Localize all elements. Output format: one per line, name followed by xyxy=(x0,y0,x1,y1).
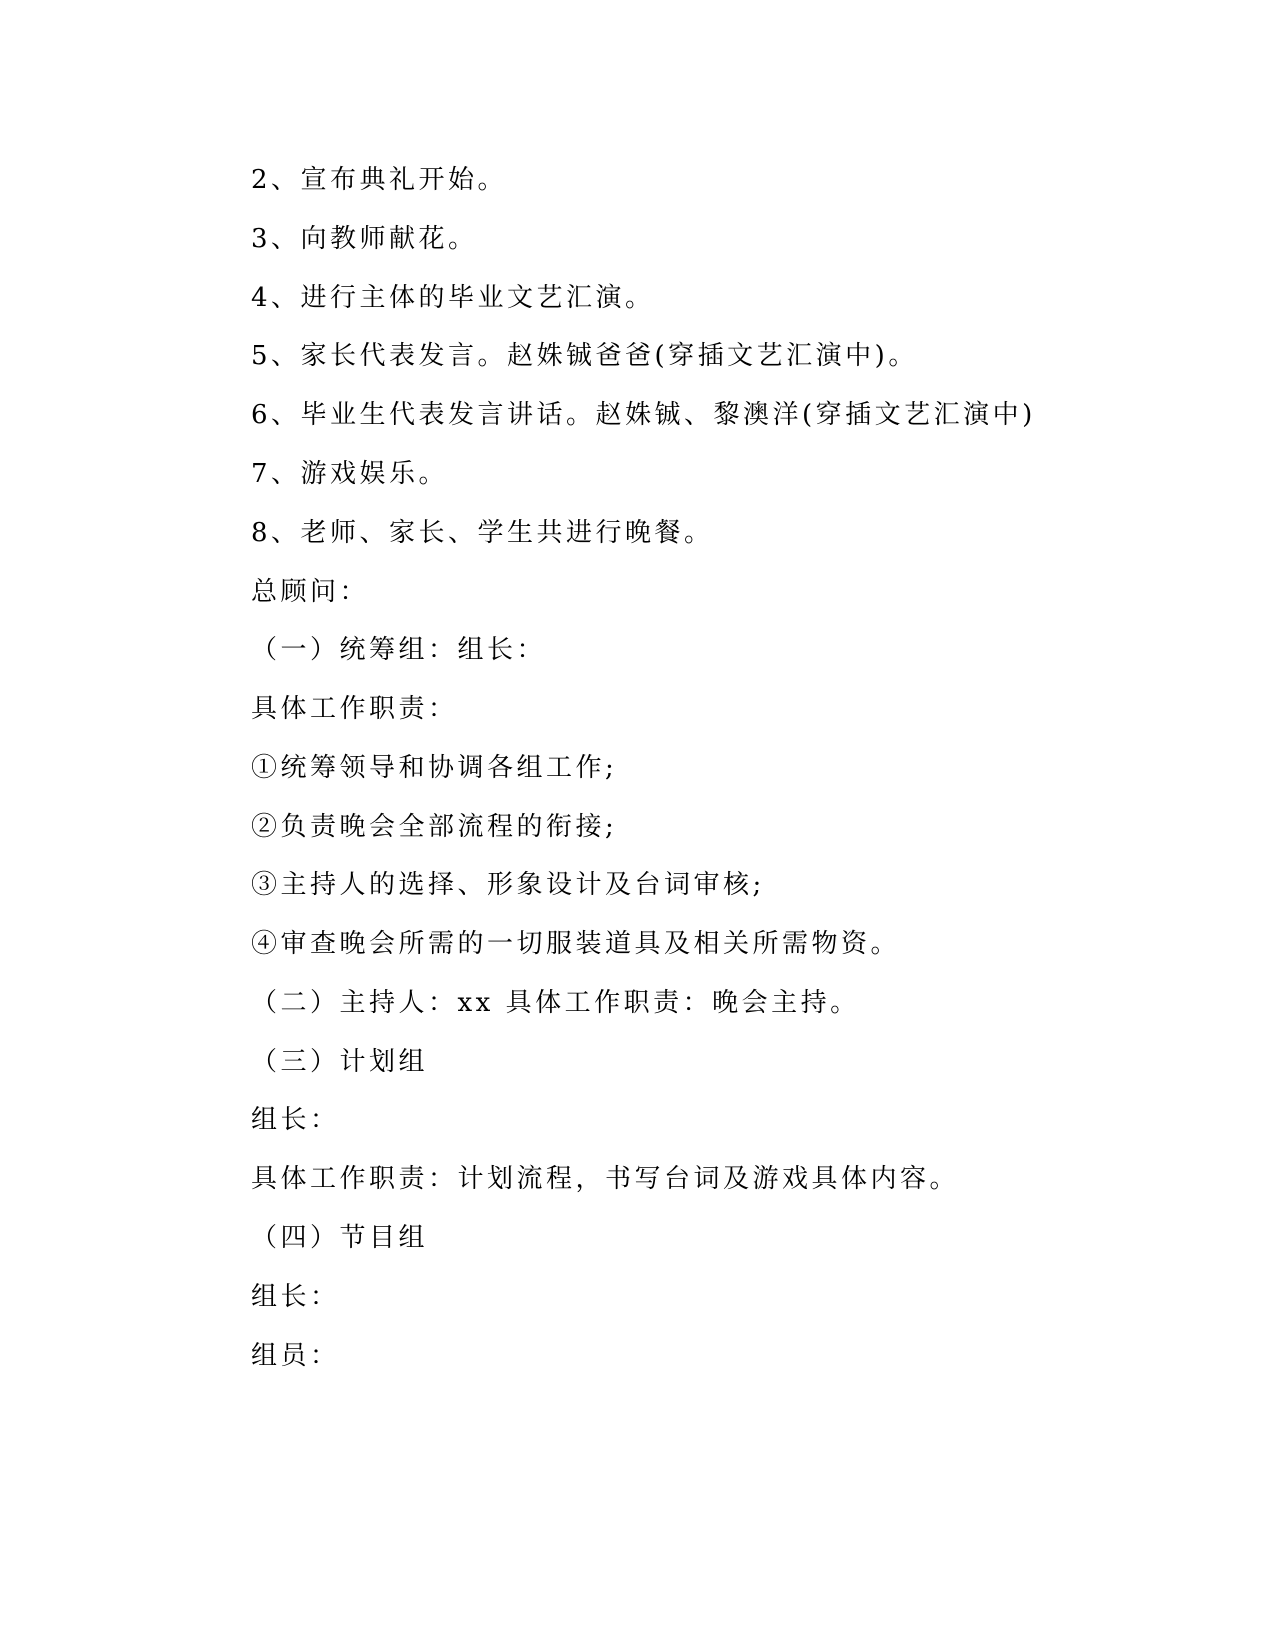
program-item-5: 5、家长代表发言。赵姝铖爸爸(穿插文艺汇演中)。 xyxy=(251,341,918,371)
section-heading-coordination: （一）统筹组：组长： xyxy=(251,635,547,665)
general-advisor-label: 总顾问： xyxy=(251,577,370,607)
program-item-8: 8、老师、家长、学生共进行晚餐。 xyxy=(251,518,714,548)
planning-duties: 具体工作职责：计划流程，书写台词及游戏具体内容。 xyxy=(251,1164,960,1194)
section-heading-host: （二）主持人：xx 具体工作职责：晚会主持。 xyxy=(251,988,860,1018)
program-item-3: 3、向教师献花。 xyxy=(251,224,478,254)
program-item-2: 2、宣布典礼开始。 xyxy=(251,165,508,195)
program-item-6: 6、毕业生代表发言讲话。赵姝铖、黎澳洋(穿插文艺汇演中) xyxy=(251,400,1036,430)
program-item-7: 7、游戏娱乐。 xyxy=(251,459,449,489)
duty-item-4: ④审查晚会所需的一切服装道具及相关所需物资。 xyxy=(251,929,901,959)
program-members-label: 组员： xyxy=(251,1341,340,1371)
duties-label: 具体工作职责： xyxy=(251,694,458,724)
section-heading-program: （四）节目组 xyxy=(251,1223,429,1253)
duty-item-2: ②负责晚会全部流程的衔接; xyxy=(251,812,618,842)
program-leader-label: 组长： xyxy=(251,1282,340,1312)
planning-leader-label: 组长： xyxy=(251,1105,340,1135)
duty-item-1: ①统筹领导和协调各组工作; xyxy=(251,753,618,783)
duty-item-3: ③主持人的选择、形象设计及台词审核; xyxy=(251,870,765,900)
program-item-4: 4、进行主体的毕业文艺汇演。 xyxy=(251,283,655,313)
section-heading-planning: （三）计划组 xyxy=(251,1047,429,1077)
